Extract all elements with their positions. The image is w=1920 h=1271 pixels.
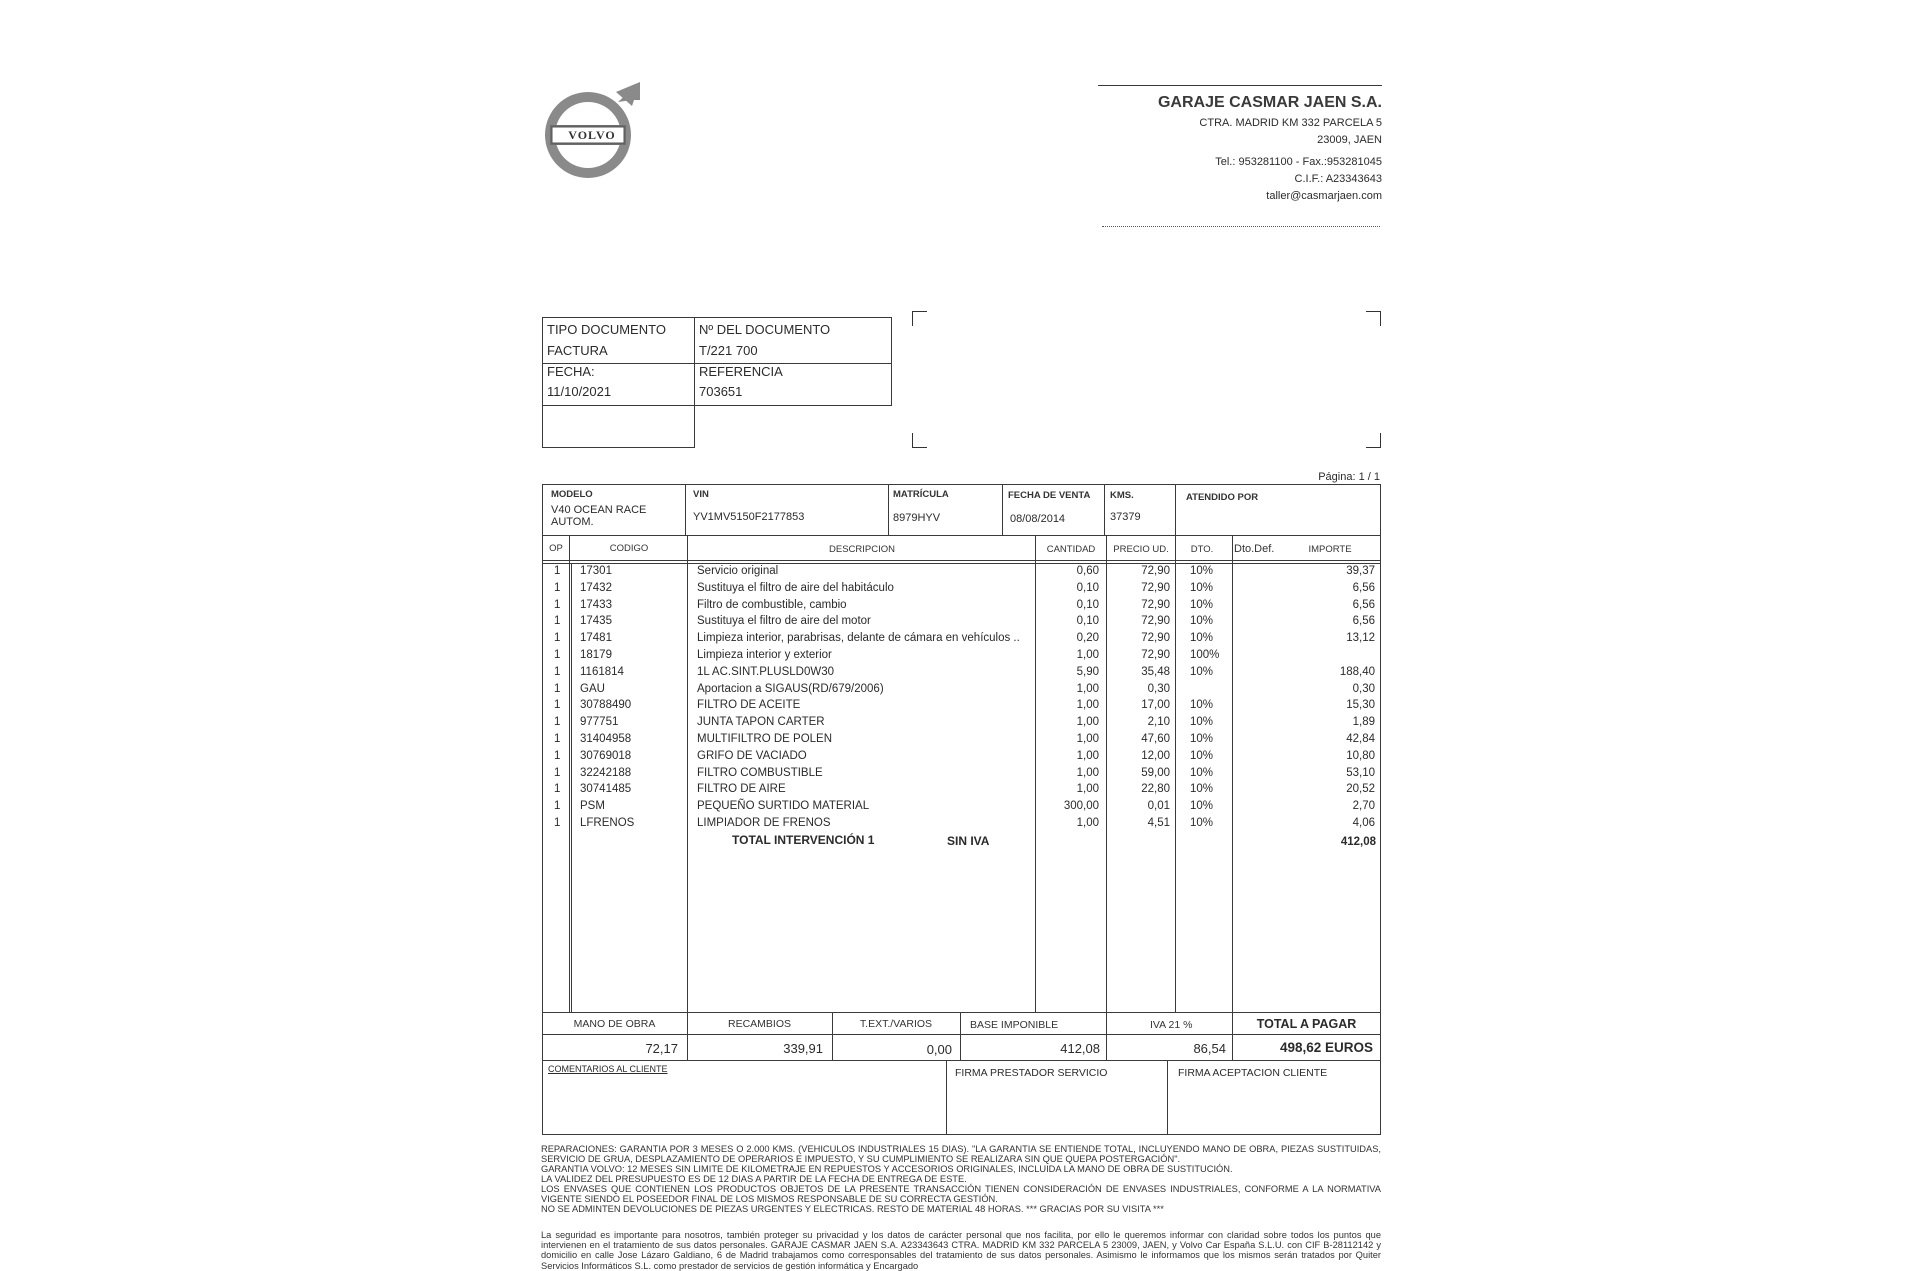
atendido-label: ATENDIDO POR <box>1186 492 1259 503</box>
line-descripcion: FILTRO DE ACEITE <box>697 699 801 712</box>
line-cantidad: 0,10 <box>1076 598 1099 611</box>
line-op: 1 <box>554 581 561 594</box>
line-codigo: 17435 <box>580 615 612 628</box>
line-codigo: 30769018 <box>580 749 632 762</box>
line-importe: 20,52 <box>1346 783 1375 796</box>
iva-label: IVA 21 % <box>1150 1019 1193 1031</box>
line-items <box>0 565 1920 855</box>
line-precio: 35,48 <box>1141 665 1170 678</box>
line-precio: 0,01 <box>1147 800 1170 813</box>
comentarios-label: COMENTARIOS AL CLIENTE <box>548 1064 668 1074</box>
line-op: 1 <box>554 615 561 628</box>
line-dto: 10% <box>1190 565 1214 577</box>
line-descripcion: Sustituya el filtro de aire del habitáculo <box>697 581 894 594</box>
line-cantidad: 0,20 <box>1076 632 1099 645</box>
line-cantidad: 1,00 <box>1076 783 1099 796</box>
line-importe: 13,12 <box>1346 632 1375 645</box>
line-item-row <box>0 582 1920 599</box>
line-cantidad: 1,00 <box>1076 682 1099 695</box>
vehicle-row-bottom <box>542 535 1381 536</box>
line-dto: 10% <box>1190 699 1214 712</box>
line-dto: 10% <box>1190 615 1214 628</box>
legal-privacidad: La seguridad es importante para nosotros, también proteger su privacidad y los datos de carácter personal que nos facilita, por ello le queremos informar con claridad sobre todos los puntos que intervienen en el tratamiento de sus datos personales. GARAJE CASMAR JAEN S.A. A23343643 CTRA. MADRID KM 332 PARCELA 5 23009, JAEN, y Volvo Car España S.L.U. con CIF B-28112142 y domicilio en calle Jose Lázaro Galdiano, 6 de Madrid trabajamos como corresponsables del tratamiento de sus datos personales. Asimismo le informamos que los mismos serán tratados por Quiter Servicios Informáticos S.L. como prestador de servicios de gestión informática y Encargado <box>541 1230 1381 1271</box>
line-op: 1 <box>554 749 561 762</box>
mano-obra-value: 72,17 <box>645 1041 678 1056</box>
iva-value: 86,54 <box>1193 1041 1226 1056</box>
line-importe: 6,56 <box>1352 581 1375 594</box>
line-op: 1 <box>554 649 561 661</box>
line-dto: 10% <box>1190 800 1214 813</box>
line-dto: 10% <box>1190 817 1214 829</box>
line-codigo: 17301 <box>580 565 612 577</box>
line-descripcion: JUNTA TAPON CARTER <box>697 716 825 729</box>
vin-label: VIN <box>693 489 709 500</box>
line-codigo: 977751 <box>580 716 619 729</box>
line-codigo: LFRENOS <box>580 817 635 829</box>
company-email: taller@casmarjaen.com <box>1266 190 1382 202</box>
line-codigo: PSM <box>580 800 605 813</box>
line-item-row <box>0 800 1920 817</box>
line-cantidad: 1,00 <box>1076 766 1099 779</box>
line-item-row <box>0 783 1920 800</box>
line-cantidad: 0,10 <box>1076 581 1099 594</box>
line-codigo: 30788490 <box>580 699 632 712</box>
line-precio: 0,30 <box>1147 682 1170 695</box>
line-descripcion: Filtro de combustible, cambio <box>697 598 847 611</box>
line-op: 1 <box>554 716 561 729</box>
company-phone: Tel.: 953281100 - Fax.:953281045 <box>1215 156 1382 168</box>
line-precio: 72,90 <box>1141 598 1170 611</box>
company-name: GARAJE CASMAR JAEN S.A. <box>1157 94 1382 111</box>
numero-documento-label: Nº DEL DOCUMENTO <box>699 322 831 337</box>
total-intervencion-value: 412,08 <box>1340 836 1376 848</box>
line-item-row <box>0 733 1920 750</box>
company-cif: C.I.F.: A23343643 <box>1294 173 1382 185</box>
line-precio: 12,00 <box>1141 749 1170 762</box>
line-cantidad: 1,00 <box>1076 817 1099 829</box>
totals-mid <box>542 1034 1381 1035</box>
line-item-row <box>0 615 1920 632</box>
legal-devoluciones: NO SE ADMINTEN DEVOLUCIONES DE PIEZAS URGENTES Y ELECTRICAS. RESTO DE MATERIAL 48 HORAS. *** GRACIAS POR SU VISITA *** <box>541 1204 1164 1214</box>
line-precio: 72,90 <box>1141 649 1170 661</box>
line-precio: 4,51 <box>1147 817 1170 829</box>
line-descripcion: Limpieza interior y exterior <box>697 649 832 661</box>
line-dto: 10% <box>1190 733 1214 745</box>
col-op: OP <box>549 543 563 554</box>
line-codigo: GAU <box>580 682 605 695</box>
line-descripcion: Aportacion a SIGAUS(RD/679/2006) <box>697 682 884 695</box>
recambios-value: 339,91 <box>783 1041 823 1056</box>
line-descripcion: LIMPIADOR DE FRENOS <box>697 817 831 829</box>
address-window <box>912 311 1381 448</box>
legal-envases: LOS ENVASES QUE CONTIENEN LOS PRODUCTOS OBJETOS DE LA PRESENTE TRANSACCIÓN TIENEN CONSIDERACIÓN DE ENVASES INDUSTRIALES, CONFORME A LA NORMATIVA VIGENTE SIENDO EL POSEEDOR FINAL DE LOS MISMOS RESPONSABLE DE SU CORRECTA GESTIÓN. <box>541 1184 1381 1205</box>
line-precio: 17,00 <box>1141 699 1170 712</box>
tipo-documento-value: FACTURA <box>547 343 608 358</box>
line-op: 1 <box>554 565 561 577</box>
line-codigo: 30741485 <box>580 783 632 796</box>
footer-vdivider-2 <box>1167 1060 1168 1135</box>
base-label: BASE IMPONIBLE <box>970 1019 1059 1031</box>
line-op: 1 <box>554 598 561 611</box>
fecha-venta-value: 08/08/2014 <box>1010 513 1066 525</box>
modelo-label: MODELO <box>551 489 593 500</box>
line-importe: 2,70 <box>1352 800 1375 813</box>
line-item-row <box>0 683 1920 700</box>
col-dto-def: Dto.Def. <box>1234 543 1275 555</box>
line-op: 1 <box>554 632 561 645</box>
col-precio: PRECIO UD. <box>1113 544 1169 555</box>
line-dto: 10% <box>1190 665 1214 678</box>
line-codigo: 31404958 <box>580 733 632 745</box>
line-importe: 4,06 <box>1352 817 1375 829</box>
line-importe: 6,56 <box>1352 598 1375 611</box>
matricula-label: MATRÍCULA <box>893 489 949 500</box>
line-item-row <box>0 699 1920 716</box>
header-top-rule <box>1098 85 1382 86</box>
line-cantidad: 1,00 <box>1076 716 1099 729</box>
line-dto: 10% <box>1190 716 1214 729</box>
line-cantidad: 0,10 <box>1076 615 1099 628</box>
col-descripcion: DESCRIPCION <box>829 544 895 555</box>
line-cantidad: 1,00 <box>1076 749 1099 762</box>
line-codigo: 32242188 <box>580 766 632 779</box>
volvo-logo <box>540 80 645 185</box>
line-dto: 10% <box>1190 598 1214 611</box>
total-pagar-label: TOTAL A PAGAR <box>1256 1017 1357 1031</box>
line-cantidad: 1,00 <box>1076 733 1099 745</box>
line-descripcion: PEQUEÑO SURTIDO MATERIAL <box>697 800 870 813</box>
col-importe: IMPORTE <box>1308 544 1352 555</box>
base-value: 412,08 <box>1060 1041 1100 1056</box>
line-cantidad: 1,00 <box>1076 649 1099 661</box>
line-op: 1 <box>554 733 561 745</box>
line-descripcion: Limpieza interior, parabrisas, delante de cámara en vehículos .. <box>697 632 1020 645</box>
referencia-label: REFERENCIA <box>699 364 783 379</box>
line-op: 1 <box>554 665 561 678</box>
line-op: 1 <box>554 817 561 829</box>
totals-bottom <box>542 1060 1381 1061</box>
numero-documento-value: T/221 700 <box>699 343 758 358</box>
column-header-bottom-2 <box>542 563 1381 564</box>
kms-label: KMS. <box>1110 490 1134 501</box>
col-dto: DTO. <box>1190 544 1214 555</box>
total-pagar-value: 498,62 EUROS <box>1279 1040 1373 1055</box>
line-importe: 39,37 <box>1346 565 1375 577</box>
mano-obra-label: MANO DE OBRA <box>573 1018 656 1030</box>
line-codigo: 17481 <box>580 632 612 645</box>
line-item-row <box>0 565 1920 582</box>
line-op: 1 <box>554 766 561 779</box>
legal-garantia: REPARACIONES: GARANTIA POR 3 MESES O 2.000 KMS. (VEHICULOS INDUSTRIALES 15 DIAS). "LA GARANTIA SE ENTIENDE TOTAL, INCLUYENDO MANO DE OBRA, PIEZAS SUSTITUIDAS, SERVICIO DE GRUA, DESPLAZAMIENTO DE OPERARIOS E IMPUESTO, Y SU CUMPLIMIENTO SE REALIZARA SIN QUE QUEPA POSTERGACIÓN". <box>541 1144 1381 1165</box>
fecha-value: 11/10/2021 <box>547 384 612 399</box>
line-importe: 15,30 <box>1346 699 1375 712</box>
line-dto: 10% <box>1190 783 1214 796</box>
line-importe: 6,56 <box>1352 615 1375 628</box>
doc-info-extra-box <box>542 405 695 448</box>
line-importe: 188,40 <box>1339 665 1375 678</box>
company-address-1: CTRA. MADRID KM 332 PARCELA 5 <box>1199 117 1382 129</box>
legal-garantia-volvo: GARANTIA VOLVO: 12 MESES SIN LIMITE DE KILOMETRAJE EN REPUESTOS Y ACCESORIOS ORIGINALES, INCLUIDA LA MANO DE OBRA DE SUSTITUCIÓN. <box>541 1164 1233 1174</box>
text-varios-label: T.EXT./VARIOS <box>859 1018 933 1030</box>
line-dto: 10% <box>1190 632 1214 645</box>
col-cantidad: CANTIDAD <box>1046 544 1096 555</box>
line-descripcion: 1L AC.SINT.PLUSLD0W30 <box>697 665 834 678</box>
recambios-label: RECAMBIOS <box>727 1018 791 1030</box>
line-item-row <box>0 716 1920 733</box>
footer-vdivider-1 <box>946 1060 947 1135</box>
line-importe: 1,89 <box>1352 716 1375 729</box>
total-intervencion-label: TOTAL INTERVENCIÓN 1 <box>732 833 875 847</box>
line-op: 1 <box>554 682 561 695</box>
header-dotted-rule <box>1102 226 1380 227</box>
line-descripcion: FILTRO COMBUSTIBLE <box>697 766 823 779</box>
line-codigo: 18179 <box>580 649 612 661</box>
line-op: 1 <box>554 800 561 813</box>
line-descripcion: FILTRO DE AIRE <box>697 783 786 796</box>
line-descripcion: Servicio original <box>697 565 779 577</box>
line-dto: 10% <box>1190 581 1214 594</box>
line-item-row <box>0 767 1920 784</box>
referencia-value: 703651 <box>699 384 743 399</box>
line-codigo: 17432 <box>580 581 612 594</box>
line-importe: 10,80 <box>1346 749 1375 762</box>
line-item-row <box>0 632 1920 649</box>
line-precio: 72,90 <box>1141 565 1170 577</box>
line-cantidad: 0,60 <box>1076 565 1099 577</box>
line-op: 1 <box>554 699 561 712</box>
line-item-row <box>0 649 1920 666</box>
col-codigo: CODIGO <box>609 543 649 554</box>
line-precio: 72,90 <box>1141 632 1170 645</box>
line-precio: 72,90 <box>1141 581 1170 594</box>
page-number: Página: 1 / 1 <box>1318 471 1380 483</box>
line-codigo: 1161814 <box>580 665 624 678</box>
firma-cliente-label: FIRMA ACEPTACION CLIENTE <box>1178 1067 1328 1079</box>
line-cantidad: 5,90 <box>1076 665 1099 678</box>
line-item-row <box>0 817 1920 834</box>
line-dto: 10% <box>1190 766 1214 779</box>
line-item-row <box>0 750 1920 767</box>
line-op: 1 <box>554 783 561 796</box>
line-codigo: 17433 <box>580 598 612 611</box>
line-cantidad: 300,00 <box>1063 800 1099 813</box>
line-cantidad: 1,00 <box>1076 699 1099 712</box>
line-precio: 72,90 <box>1141 615 1170 628</box>
logo-text: VOLVO <box>568 128 616 142</box>
legal-validez: LA VALIDEZ DEL PRESUPUESTO ES DE 12 DIAS A PARTIR DE LA FECHA DE ENTREGA DE ESTE. <box>541 1174 967 1184</box>
line-precio: 22,80 <box>1141 783 1170 796</box>
line-item-row <box>0 599 1920 616</box>
line-item-row <box>0 666 1920 683</box>
line-precio: 47,60 <box>1141 733 1170 745</box>
line-descripcion: Sustituya el filtro de aire del motor <box>697 615 871 628</box>
fecha-venta-label: FECHA DE VENTA <box>1008 490 1091 501</box>
tipo-documento-label: TIPO DOCUMENTO <box>547 322 666 337</box>
line-importe: 53,10 <box>1346 766 1375 779</box>
total-intervencion-sin-iva: SIN IVA <box>947 834 990 848</box>
firma-prestador-label: FIRMA PRESTADOR SERVICIO <box>955 1067 1108 1079</box>
fecha-label: FECHA: <box>547 364 595 379</box>
vin-value: YV1MV5150F2177853 <box>693 511 805 523</box>
column-header-bottom <box>542 560 1381 561</box>
line-precio: 59,00 <box>1141 766 1170 779</box>
line-dto: 10% <box>1190 749 1214 762</box>
line-descripcion: MULTIFILTRO DE POLEN <box>697 733 833 745</box>
line-precio: 2,10 <box>1147 716 1170 729</box>
line-importe: 0,30 <box>1352 682 1375 695</box>
line-dto: 100% <box>1190 649 1220 661</box>
kms-value: 37379 <box>1110 511 1141 523</box>
line-descripcion: GRIFO DE VACIADO <box>697 749 807 762</box>
modelo-value-1: V40 OCEAN RACE <box>551 504 647 516</box>
company-address-2: 23009, JAEN <box>1317 134 1382 146</box>
totals-top <box>542 1012 1381 1013</box>
text-varios-value: 0,00 <box>926 1042 952 1057</box>
modelo-value-2: AUTOM. <box>551 516 594 528</box>
matricula-value: 8979HYV <box>893 512 941 524</box>
line-importe: 42,84 <box>1346 733 1375 745</box>
